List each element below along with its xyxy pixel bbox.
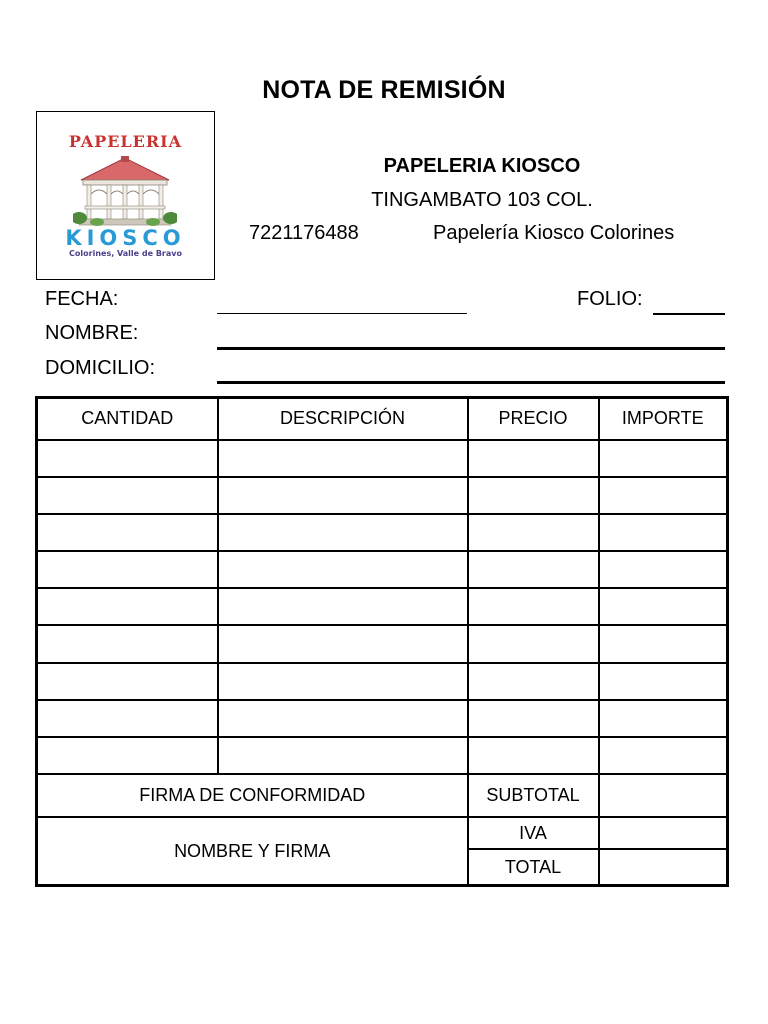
cell-cantidad[interactable] — [37, 588, 218, 625]
document-title: NOTA DE REMISIÓN — [262, 76, 506, 104]
total-value[interactable] — [599, 849, 728, 885]
cell-importe[interactable] — [599, 700, 728, 737]
table-row — [37, 737, 728, 774]
cell-cantidad[interactable] — [37, 551, 218, 588]
nombre-line[interactable] — [217, 347, 725, 350]
subtotal-label: SUBTOTAL — [468, 774, 599, 817]
fecha-label: FECHA: — [45, 288, 119, 310]
cell-descripcion[interactable] — [218, 588, 468, 625]
header-precio: PRECIO — [468, 398, 599, 440]
header-importe: IMPORTE — [599, 398, 728, 440]
cell-descripcion[interactable] — [218, 551, 468, 588]
table-row — [37, 440, 728, 477]
cell-descripcion[interactable] — [218, 440, 468, 477]
cell-precio[interactable] — [468, 737, 599, 774]
total-label: TOTAL — [468, 849, 599, 885]
cell-importe[interactable] — [599, 663, 728, 700]
footer-row-1 — [37, 774, 728, 817]
cell-descripcion[interactable] — [218, 625, 468, 662]
iva-label: IVA — [468, 817, 599, 849]
folio-label: FOLIO: — [577, 288, 643, 310]
table-row — [37, 477, 728, 514]
cell-descripcion[interactable] — [218, 700, 468, 737]
cell-cantidad[interactable] — [37, 625, 218, 662]
cell-cantidad[interactable] — [37, 700, 218, 737]
cell-importe[interactable] — [599, 477, 728, 514]
iva-value[interactable] — [599, 817, 728, 849]
cell-importe[interactable] — [599, 514, 728, 551]
firma-conformidad-label: FIRMA DE CONFORMIDAD — [37, 774, 468, 817]
cell-precio[interactable] — [468, 440, 599, 477]
subtotal-value[interactable] — [599, 774, 728, 817]
cell-cantidad[interactable] — [37, 440, 218, 477]
table-row — [37, 625, 728, 662]
cell-cantidad[interactable] — [37, 477, 218, 514]
cell-precio[interactable] — [468, 551, 599, 588]
cell-descripcion[interactable] — [218, 663, 468, 700]
folio-line[interactable] — [653, 313, 725, 315]
table-row — [37, 588, 728, 625]
header-cantidad: CANTIDAD — [37, 398, 218, 440]
fecha-line[interactable] — [217, 313, 467, 314]
domicilio-label: DOMICILIO: — [45, 357, 156, 379]
cell-precio[interactable] — [468, 700, 599, 737]
cell-importe[interactable] — [599, 737, 728, 774]
header-descripcion: DESCRIPCIÓN — [218, 398, 468, 440]
table-row — [37, 514, 728, 551]
nombre-label: NOMBRE: — [45, 322, 139, 344]
logo-top-text: PAPELERIA — [68, 132, 183, 151]
cell-importe[interactable] — [599, 440, 728, 477]
business-name: PAPELERIA KIOSCO — [383, 155, 581, 177]
cell-cantidad[interactable] — [37, 514, 218, 551]
business-social: Papelería Kiosco Colorines — [433, 222, 675, 244]
cell-cantidad[interactable] — [37, 737, 218, 774]
nombre-firma-label[interactable]: NOMBRE Y FIRMA — [37, 817, 468, 885]
domicilio-line[interactable] — [217, 381, 725, 384]
cell-importe[interactable] — [599, 551, 728, 588]
cell-importe[interactable] — [599, 625, 728, 662]
cell-precio[interactable] — [468, 625, 599, 662]
cell-cantidad[interactable] — [37, 663, 218, 700]
logo — [36, 111, 215, 280]
table-header-row — [37, 398, 728, 440]
gazebo-icon — [73, 156, 177, 230]
cell-descripcion[interactable] — [218, 514, 468, 551]
business-phone: 7221176488 — [249, 222, 359, 244]
footer-row-2 — [37, 817, 728, 849]
items-table — [35, 396, 729, 887]
table-row — [37, 663, 728, 700]
cell-precio[interactable] — [468, 663, 599, 700]
logo-brand-text: KIOSCO — [65, 226, 186, 250]
cell-precio[interactable] — [468, 477, 599, 514]
logo-subtitle: Colorines, Valle de Bravo — [69, 249, 182, 258]
cell-precio[interactable] — [468, 514, 599, 551]
cell-descripcion[interactable] — [218, 737, 468, 774]
cell-importe[interactable] — [599, 588, 728, 625]
table-row — [37, 700, 728, 737]
business-address: TINGAMBATO 103 COL. — [371, 189, 593, 211]
cell-descripcion[interactable] — [218, 477, 468, 514]
cell-precio[interactable] — [468, 588, 599, 625]
table-row — [37, 551, 728, 588]
